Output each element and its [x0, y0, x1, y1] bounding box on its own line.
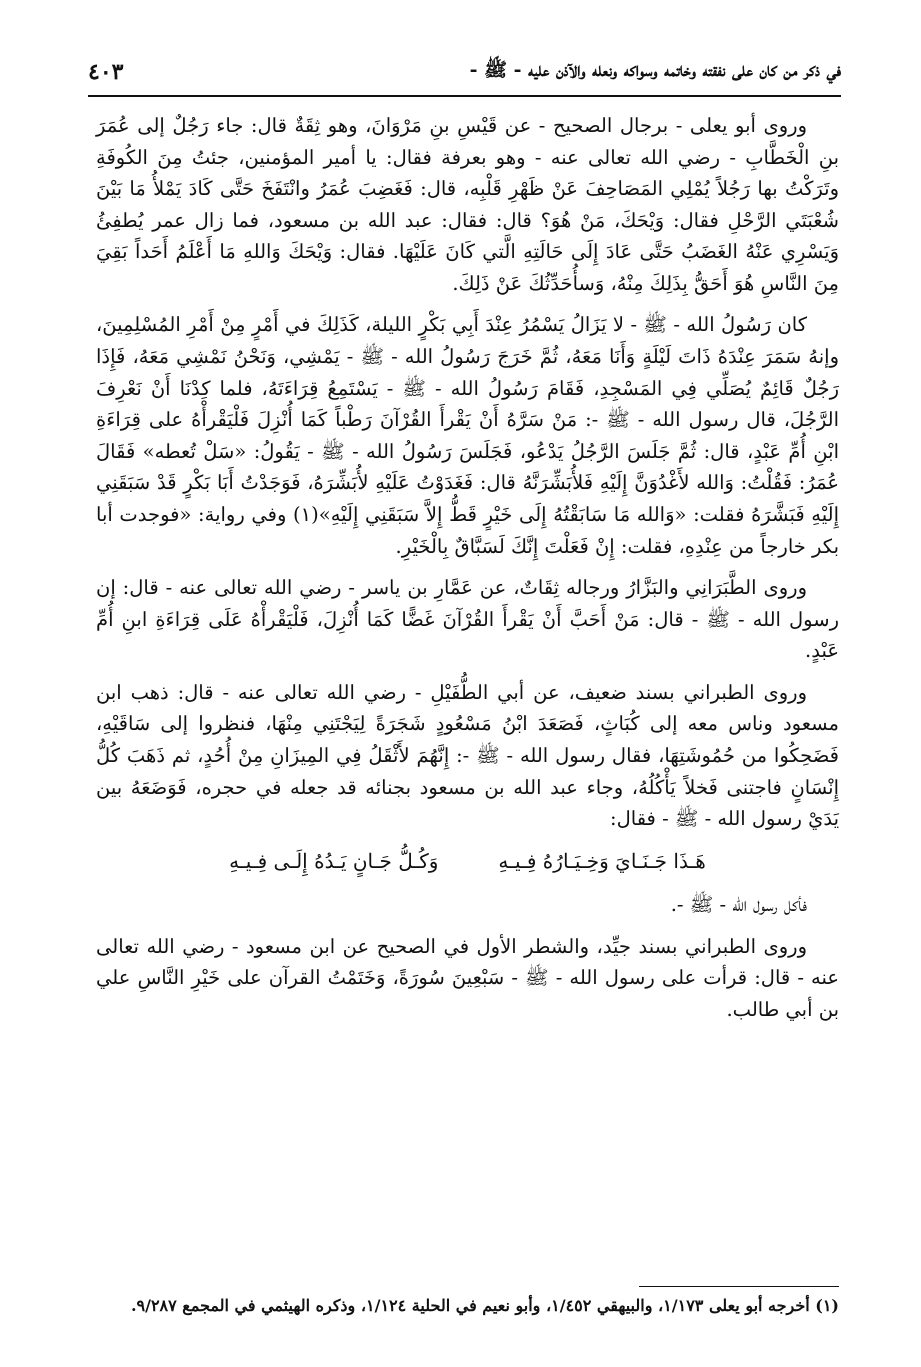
footnote: (١) أخرجه أبو يعلى ١/١٧٣، والبيهقي ١/٤٥٢، وأبو نعيم في الحلية ١/١٢٤، وذكره الهيثمي في المجمع ٩/٢٨٧.: [130, 1296, 839, 1315]
paragraph-abu-bakr: كان رَسُولُ الله - ﷺ - لا يَزَالُ يَسْمُرُ عِنْدَ أَبِي بَكْرٍ الليلة، كَذَلِكَ في أَمْرٍ مِنْ أَمْرِ المُسْلِمِينَ، وإنهُ سَمَرَ عِنْدَهُ ذَاتَ لَيْلَةٍ وَأَنَا مَعَهُ، ثُمَّ خَرَجَ رَسُولُ الله - ﷺ - يَمْشِي، وَنَحْنُ نَمْشِي مَعَهُ، فَإِذَا رَجُلٌ قَائِمٌ يُصَلِّي فِي المَسْجِدِ، فَقَامَ رَسُولُ الله - ﷺ - يَسْتَمِعُ قِرَاءَتَهُ، فلما كِدْنَا أَنْ نَعْرِفَ الرَّجُلَ، قال رسول الله - ﷺ -: مَنْ سَرَّهُ أَنْ يَقْرأَ القُرْآنَ رَطْباً كَمَا أُنْزِلَ فَلْيَقْرأْهُ على قِرَاءَةِ ابْنِ أُمِّ عَبْدٍ، قال: ثُمَّ جَلَسَ الرَّجُلُ يَدْعُو، فَجَلَسَ رَسُولُ الله - ﷺ - يَقُولُ: «سَلْ تُعطه» فَقَالَ عُمَرُ: فَقُلْتُ: وَالله لأَغْدُوَنَّ إِلَيْهِ فَلأُبَشِّرَنَّهُ قال: فَغَدَوْتُ عَلَيْهِ لأُبَشِّرَهُ، فَوَجَدْتُ أَبَا بَكْرٍ قَدْ سَبَقَنِي إِلَيْهِ فَبَشَّرَهُ فقلت: «وَالله مَا سَابَقْتُهُ إِلَى خَيْرٍ قَطُّ إِلاَّ سَبَقَنِي إِلَيْهِ»(١) وفي رواية: «فوجدت أبا بكر خارجاً من عِنْدِهِ، فقلت: إِنْ فَعَلْتَ إِنَّكَ لَسَبَّاقٌ بِالْخَيْرِ.: [96, 313, 840, 558]
poetry-verse: [96, 845, 839, 877]
paragraph-abu-tufayl: وروى الطبراني بسند ضعيف، عن أبي الطُّفَيْلِ - رضي الله تعالى عنه - قال: ذهب ابن مسعود وناس معه إلى كُبَاثٍ، فَصَعَدَ ابْنُ مَسْعُودٍ شَجَرَةً لِيَجْتَنِي مِنْهَا، فنظروا إلى سَاقَيْهِ، فَضَحِكُوا من حُمُوشَتِهَا، فقال رسول الله - ﷺ -: إِنَّهُمَ لأَثْقَلُ فِي المِيزَانِ مِنْ أُحُدٍ، ثم ذَهَبَ كُلُّ إِنْسَانٍ فاجتنى فَخلاً يَأْكُلُهُ، وجاء عبد الله بن مسعود بجنائه قد جعله في حجره، فَوَضَعَهُ بين يَدَيْ رسول الله - ﷺ - فقال:: [96, 680, 839, 831]
verse-second-hemistich: وَكُـلُّ جَـانٍ يَـدُهُ إِلَـى فِـيـهِ: [229, 848, 439, 873]
paragraph-qays: وروى أبو يعلى - برجال الصحيح - عن قَيْسِ بنِ مَرْوَانَ، وهو ثِقَةٌ قال: جاء رَجُلٌ إلى عُمَرَ بنِ الْخَطَّابِ - رضي الله تعالى عنه - وهو بعرفة فقال: يا أمير المؤمنين، جئتُ مِنَ الكُوفَةِ وتَرَكْتُ بها رَجُلاً يُمْلِي المَصَاحِفَ عَنْ ظَهْرِ قَلْبِه، قال: فَغَضِبَ عُمَرُ وانْتَفَخَ حَتَّى كَادَ يَمْلأُ مَا بَيْنَ شُعْبَتَي الرَّحْلِ فقال: وَيْحَكَ، مَنْ هُوَ؟ قال: فقال: عبد الله بن مسعود، فما زال عمر يُطفِئُ وَيَسْرِي عَنْهُ الغَضَبُ حَتَّى عَادَ إِلَى حَالَتِهِ الَّتي كَانَ عَلَيْهَا. فقال: وَيْحَكَ وَاللهِ مَا أَعْلَمُ أَحَداً بَقِيَ مِنَ النَّاسِ هُوَ أَحَقُّ بِذَلِكَ مِنْهُ، وَسأُحَدِّثُكَ عَنْ ذَلِكَ.: [96, 114, 839, 295]
footnote-rule: [639, 1286, 839, 1287]
paragraph-final: وروى الطبراني بسند جيِّد، والشطر الأول في الصحيح عن ابن مسعود - رضي الله تعالى عنه - قال: قرأت على رسول الله - ﷺ - سَبْعِينَ سُورَةً، وَخَتَمْتُ القرآن على خَيْرِ النَّاسِ علي بن أبي طالب.: [96, 934, 839, 1021]
header-rule: [88, 95, 841, 97]
page-number: ٤٠٣: [88, 59, 124, 85]
paragraph-ammar: وروى الطَّبَرَانِي والبَزَّارُ ورجاله ثِقَاتٌ، عن عَمَّارِ بن ياسر - رضي الله تعالى عنه - قال: إن رسول الله - ﷺ - قال: مَنْ أَحَبَّ أَنْ يَقْرأَ القُرْآنَ غَضًّا كَمَا أُنْزِلَ، فَلْيَقْرأْهُ عَلَى قِرَاءَةِ ابنِ أُمِّ عَبْدٍ.: [96, 576, 839, 663]
page-body: [96, 110, 839, 1035]
verse-first-hemistich: هَـذَا جَـنَـايَ وَخِـيَـارُهُ فِـيـهِ: [498, 848, 706, 873]
page-header: [88, 50, 841, 94]
running-head: في ذكر من كان على نفقته وخاتمه وسواكه ونعله والآذن عليه - ﷺ -: [469, 59, 841, 81]
after-verse-line: فأكل رسول الله - ﷺ -.: [670, 893, 807, 917]
